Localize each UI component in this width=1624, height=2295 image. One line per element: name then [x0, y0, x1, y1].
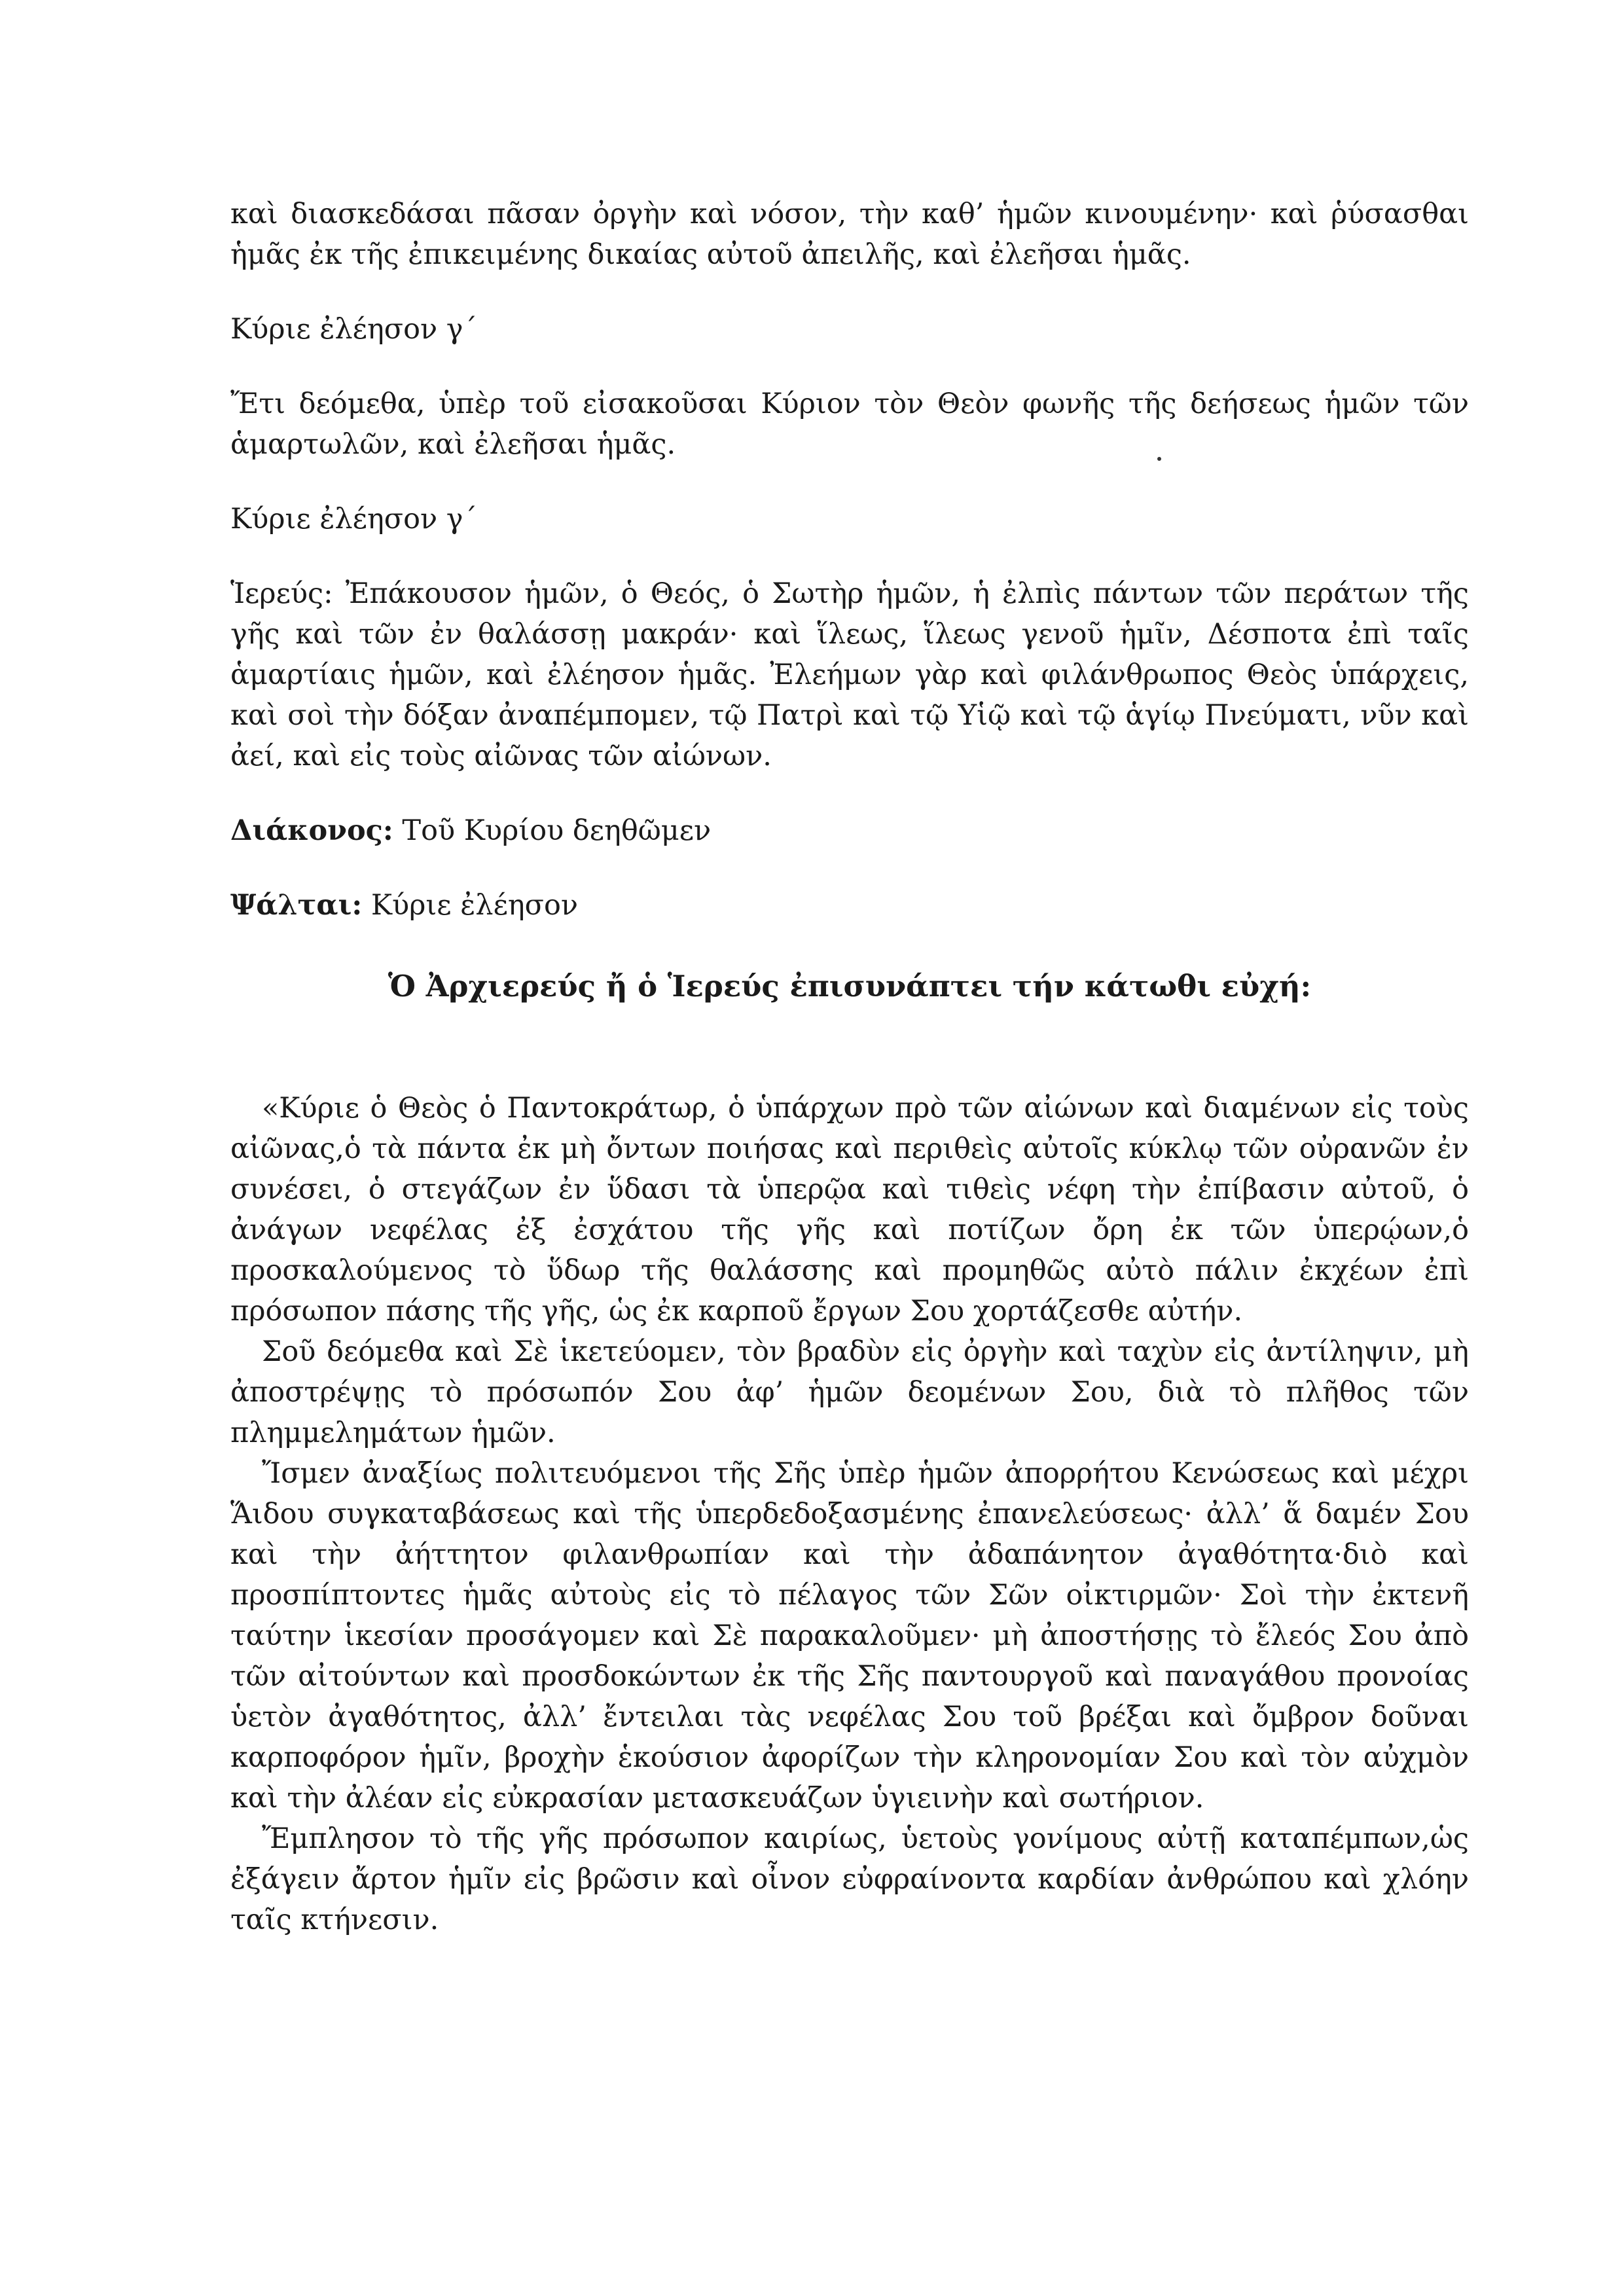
- petition-paragraph: Ἔτι δεόμεθα, ὑπὲρ τοῦ εἰσακοῦσαι Κύριον τὸν Θεὸν φωνῆς τῆς δεήσεως ἡμῶν τῶν ἁμαρτωλῶν, καὶ ἐλεῆσαι ἡμᾶς.: [230, 388, 1469, 461]
- prayer-paragraph-2: Σοῦ δεόμεθα καὶ Σὲ ἱκετεύομεν, τὸν βραδὺν εἰς ὀργὴν καὶ ταχὺν εἰς ἀντίληψιν, μὴ ἀποστρέψῃς τὸ πρόσωπόν Σου ἀφ’ ἡμῶν δεομένων Σου, διὰ τὸ πλῆθος τῶν πλημμελημάτων ἡμῶν.: [230, 1335, 1469, 1449]
- opening-paragraph: καὶ διασκεδάσαι πᾶσαν ὀργὴν καὶ νόσον, τὴν καθ’ ἡμῶν κινουμένην· καὶ ῥύσασθαι ἡμᾶς ἐκ τῆς ἐπικειμένης δικαίας αὐτοῦ ἀπειλῆς, καὶ ἐλεῆσαι ἡμᾶς.: [230, 198, 1469, 271]
- scan-speck: [1157, 457, 1161, 461]
- chanters-text: Κύριε ἐλέησον: [362, 889, 578, 922]
- priest-paragraph: [230, 573, 1469, 776]
- prayer-heading: Ὁ Ἀρχιερεύς ἤ ὁ Ἱερεύς ἐπισυνάπτει τήν κάτωθι εὐχή:: [388, 969, 1312, 1003]
- response-lord-have-mercy-2: Κύριε ἐλέησον γ΄: [230, 503, 477, 535]
- priest-text: Ἐπάκουσον ἡμῶν, ὁ Θεός, ὁ Σωτὴρ ἡμῶν, ἡ ἐλπὶς πάντων τῶν περάτων τῆς γῆς καὶ τῶν ἐν θαλάσσῃ μακράν· καὶ ἵλεως, ἵλεως γενοῦ ἡμῖν, Δέσποτα ἐπὶ ταῖς ἁμαρτίαις ἡμῶν, καὶ ἐλέησον ἡμᾶς. Ἐλεήμων γὰρ καὶ φιλάνθρωπος Θεὸς ὑπάρχεις, καὶ σοὶ τὴν δόξαν ἀναπέμπομεν, τῷ Πατρὶ καὶ τῷ Υἱῷ καὶ τῷ ἁγίῳ Πνεύματι, νῦν καὶ ἀεί, καὶ εἰς τοὺς αἰῶνας τῶν αἰώνων.: [230, 577, 1469, 772]
- prayer-paragraph-3: Ἴσμεν ἀναξίως πολιτευόμενοι τῆς Σῆς ὑπὲρ ἡμῶν ἀπορρήτου Κενώσεως καὶ μέχρι Ἅιδου συγκαταβάσεως καὶ τῆς ὑπερδεδοξασμένης ἐπανελεύσεως· ἀλλ’ ἅ δαμέν Σου καὶ τὴν ἀήττητον φιλανθρωπίαν καὶ τὴν ἀδαπάνητον ἀγαθότητα·διὸ καὶ προσπίπτοντες ἡμᾶς αὐτοὺς εἰς τὸ πέλαγος τῶν Σῶν οἰκτιρμῶν· Σοὶ τὴν ἐκτενῆ ταύτην ἱκεσίαν προσάγομεν καὶ Σὲ παρακαλοῦμεν· μὴ ἀποστήσῃς τὸ ἔλεός Σου ἀπὸ τῶν αἰτούντων καὶ προσδοκώντων ἐκ τῆς Σῆς παντουργοῦ καὶ παναγάθου προνοίας ὑετὸν ἀγαθότητος, ἀλλ’ ἔντειλαι τὰς νεφέλας Σου τοῦ βρέξαι καὶ ὄμβρον δοῦναι καρποφόρον ἡμῖν, βροχὴν ἑκούσιον ἀφορίζων τὴν κληρονομίαν Σου καὶ τὸν αὐχμὸν καὶ τὴν ἀλέαν εἰς εὐκρασίαν μετασκευάζων ὑγιεινὴν καὶ σωτήριον.: [230, 1457, 1469, 1815]
- document-page: [230, 194, 1469, 1940]
- deacon-text: Τοῦ Κυρίου δεηθῶμεν: [393, 814, 712, 847]
- deacon-role-label: Διάκονος:: [230, 814, 393, 847]
- prayer-paragraph-4: Ἔμπλησον τὸ τῆς γῆς πρόσωπον καιρίως, ὑετοὺς γονίμους αὐτῇ καταπέμπων,ὡς ἐξάγειν ἄρτον ἡμῖν εἰς βρῶσιν καὶ οἶνον εὐφραίνοντα καρδίαν ἀνθρώπου καὶ χλόην ταῖς κτήνεσιν.: [230, 1822, 1469, 1936]
- response-lord-have-mercy-1: Κύριε ἐλέησον γ΄: [230, 313, 477, 346]
- priest-role-label: Ἱερεύς:: [230, 577, 333, 610]
- prayer-paragraph-1: «Κύριε ὁ Θεὸς ὁ Παντοκράτωρ, ὁ ὑπάρχων πρὸ τῶν αἰώνων καὶ διαμένων εἰς τοὺς αἰῶνας,ὁ τὰ πάντα ἐκ μὴ ὄντων ποιήσας καὶ περιθεὶς αὐτοῖς κύκλῳ τῶν οὐρανῶν ἐν συνέσει, ὁ στεγάζων ἐν ὕδασι τὰ ὑπερῷα καὶ τιθεὶς νέφη τὴν ἐπίβασιν αὐτοῦ, ὁ ἀνάγων νεφέλας ἐξ ἐσχάτου τῆς γῆς καὶ ποτίζων ὄρη ἐκ τῶν ὑπερῴων,ὁ προσκαλούμενος τὸ ὕδωρ τῆς θαλάσσης καὶ προμηθῶς αὐτὸ πάλιν ἐκχέων ἐπὶ πρόσωπον πάσης τῆς γῆς, ὡς ἐκ καρποῦ ἔργων Σου χορτάζεσθε αὐτήν.: [230, 1092, 1469, 1328]
- deacon-line: [230, 810, 1469, 851]
- chanters-line: [230, 885, 1469, 926]
- chanters-role-label: Ψάλται:: [230, 889, 363, 922]
